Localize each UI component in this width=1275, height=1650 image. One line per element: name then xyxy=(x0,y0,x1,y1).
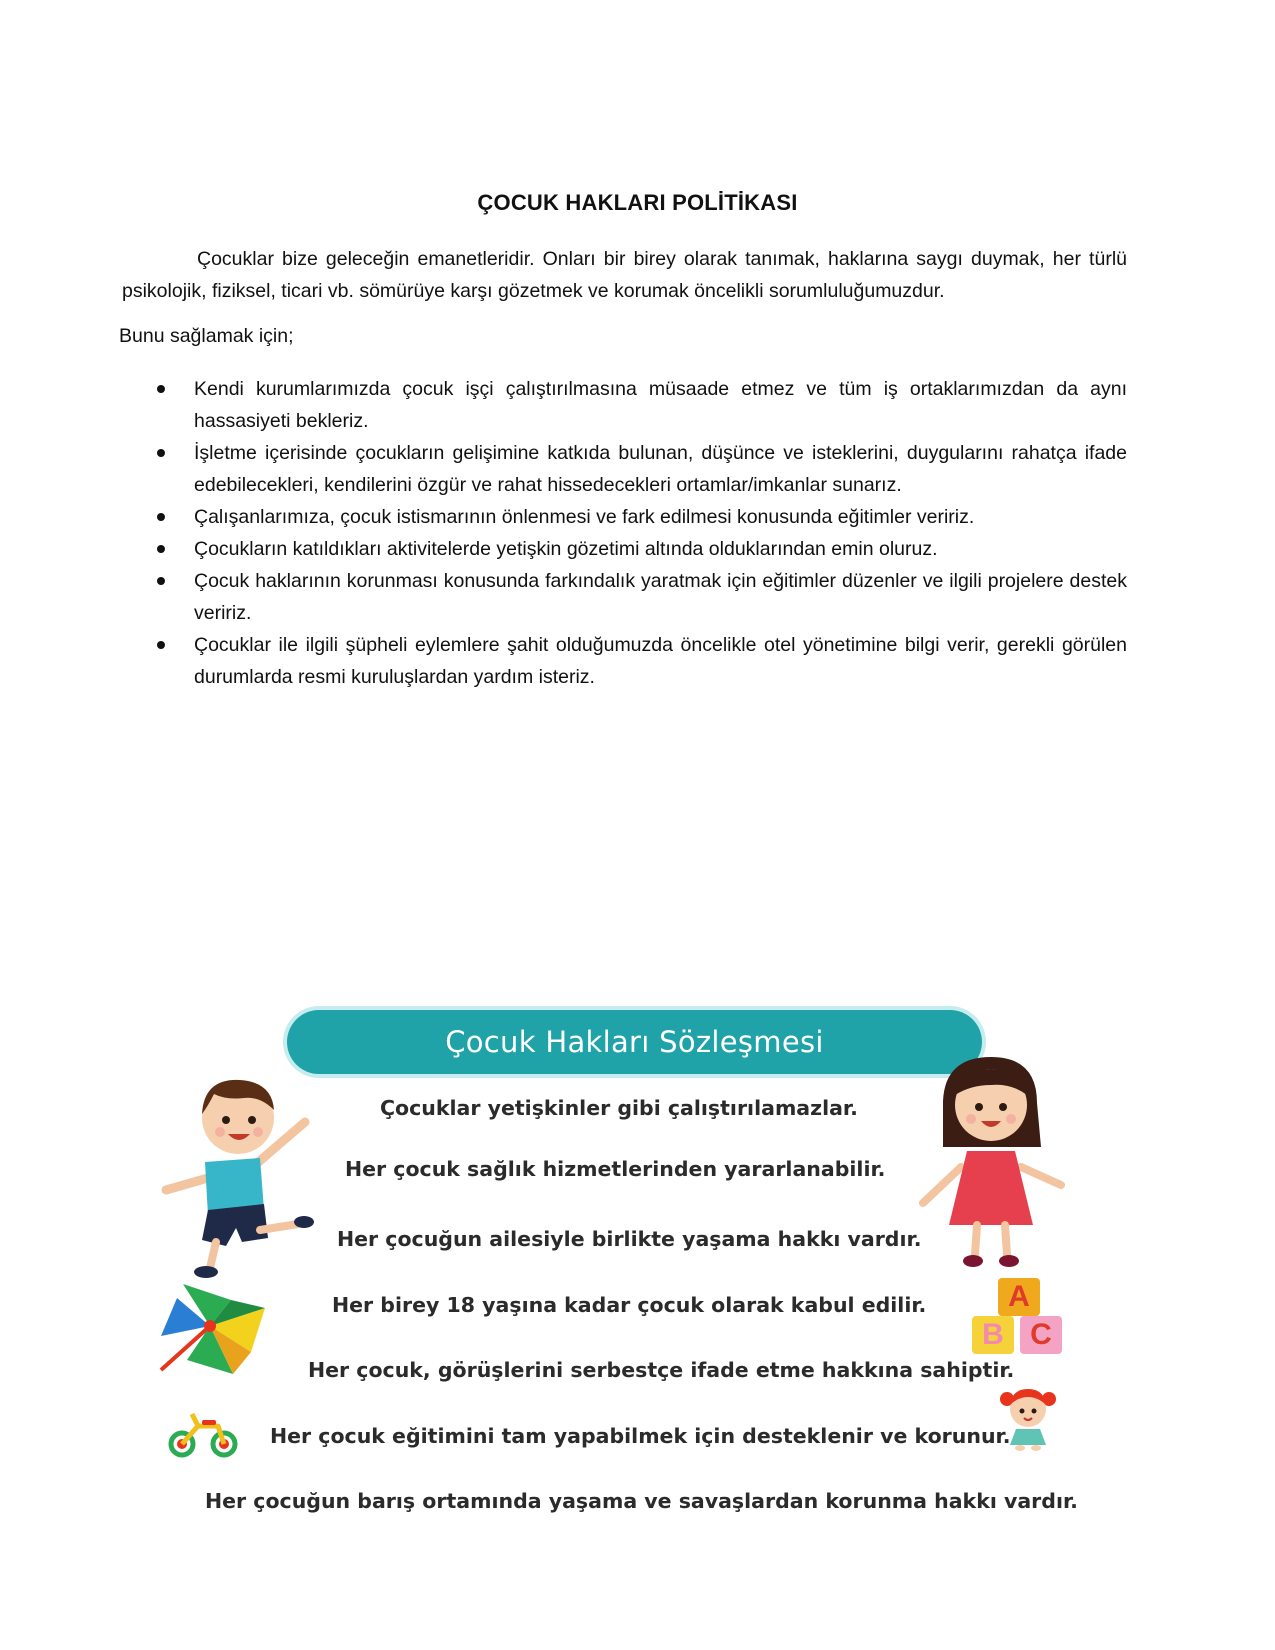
bullet-icon xyxy=(157,513,165,521)
document-title: ÇOCUK HAKLARI POLİTİKASI xyxy=(477,190,798,215)
intro-paragraph: Çocuklar bize geleceğin emanetleridir. Onları bir birey olarak tanımak, haklarına saygı duymak, her türlü psikolojik, fiziksel, ticari vb. sömürüye karşı gözetmek ve korumak öncelikli sorumluluğumuzdur. xyxy=(122,248,1127,302)
bullet-icon xyxy=(157,385,165,393)
policy-item xyxy=(150,629,1127,693)
policy-item xyxy=(150,437,1127,501)
bullet-icon xyxy=(157,577,165,585)
infographic-banner: Çocuk Hakları Sözleşmesi xyxy=(287,1010,982,1074)
balance-bike-icon xyxy=(168,1410,238,1460)
doll-icon xyxy=(998,1385,1058,1451)
boy-illustration-icon xyxy=(160,1070,320,1280)
policy-item-text: Çalışanlarımıza, çocuk istismarının önlenmesi ve fark edilmesi konusunda eğitimler veririz. xyxy=(194,506,975,528)
policy-item xyxy=(150,565,1127,629)
right-line: Çocuklar yetişkinler gibi çalıştırılamazlar. xyxy=(380,1096,858,1120)
policy-item-text: Çocukların katıldıkları aktivitelerde yetişkin gözetimi altında olduklarından emin oluruz. xyxy=(194,538,938,560)
block-c: C xyxy=(1020,1316,1062,1354)
block-a: A xyxy=(998,1278,1040,1316)
policy-item-text: Çocuk haklarının korunması konusunda farkındalık yaratmak için eğitimler düzenler ve ilgili projelere destek veririz. xyxy=(194,570,1127,624)
policy-item xyxy=(150,533,1127,565)
right-line: Her çocuğun ailesiyle birlikte yaşama hakkı vardır. xyxy=(337,1227,922,1251)
policy-item-text: İşletme içerisinde çocukların gelişimine katkıda bulunan, düşünce ve isteklerini, duygularını rahatça ifade edebilecekleri, kendilerini özgür ve rahat hissedecekleri ortamlar/imkanlar sunarız. xyxy=(194,442,1127,496)
girl-illustration-icon xyxy=(915,1055,1070,1275)
lead-text: Bunu sağlamak için; xyxy=(119,325,294,347)
policy-item xyxy=(150,501,1127,533)
policy-list xyxy=(150,373,1127,693)
right-line: Her çocuk eğitimini tam yapabilmek için desteklenir ve korunur. xyxy=(270,1424,1011,1448)
right-line: Her birey 18 yaşına kadar çocuk olarak kabul edilir. xyxy=(332,1293,927,1317)
right-line: Her çocuk, görüşlerini serbestçe ifade etme hakkına sahiptir. xyxy=(308,1358,1015,1382)
right-line: Her çocuk sağlık hizmetlerinden yararlanabilir. xyxy=(345,1157,886,1181)
policy-item xyxy=(150,373,1127,437)
bullet-icon xyxy=(157,449,165,457)
bullet-icon xyxy=(157,545,165,553)
bullet-icon xyxy=(157,641,165,649)
rights-infographic xyxy=(160,1010,1130,1530)
policy-item-text: Çocuklar ile ilgili şüpheli eylemlere şahit olduğumuzda öncelikle otel yönetimine bilgi verir, gerekli görülen durumlarda resmi kuruluşlardan yardım isteriz. xyxy=(194,634,1127,688)
pinwheel-icon xyxy=(155,1278,275,1378)
abc-blocks-icon xyxy=(970,1278,1070,1358)
right-line: Her çocuğun barış ortamında yaşama ve savaşlardan korunma hakkı vardır. xyxy=(205,1489,1078,1513)
policy-item-text: Kendi kurumlarımızda çocuk işçi çalıştırılmasına müsaade etmez ve tüm iş ortaklarımızdan da aynı hassasiyeti bekleriz. xyxy=(194,378,1127,432)
block-b: B xyxy=(972,1316,1014,1354)
